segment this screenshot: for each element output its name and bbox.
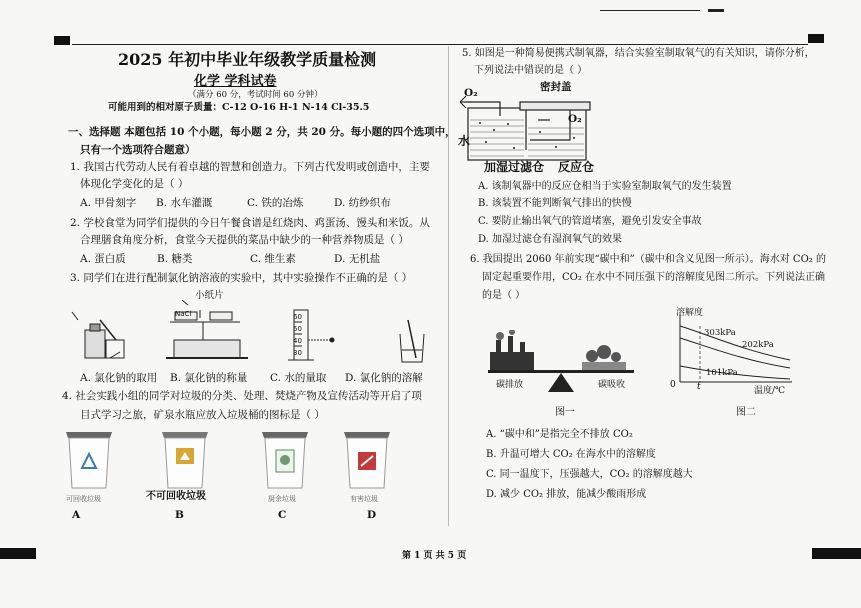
q3-option-d[interactable]: D. 氯化钠的溶解 bbox=[345, 372, 423, 384]
registration-mark-top-right bbox=[808, 34, 824, 43]
q3-option-a[interactable]: A. 氯化钠的取用 bbox=[80, 372, 158, 384]
bin-d-label: 有害垃圾 bbox=[350, 495, 378, 503]
q6-stem-line-1: 6. 我国提出 2060 年前实现“碳中和”（碳中和含义见图一所示）。海水对 CO₂ 的 bbox=[470, 254, 826, 265]
bin-d-hazardous-icon bbox=[344, 432, 390, 488]
factory-icon bbox=[490, 330, 534, 370]
q2-option-b[interactable]: B. 糖类 bbox=[157, 253, 193, 265]
q3-apparatus-illustration bbox=[70, 300, 440, 370]
top-rule bbox=[72, 44, 808, 45]
q3-stem: 3. 同学们在进行配制氯化钠溶液的实验中，其中实验操作不正确的是（ ） bbox=[70, 272, 413, 284]
q5-label-reaction-chamber: 反应仓 bbox=[558, 160, 595, 174]
fig2-t-label: t bbox=[697, 382, 701, 392]
q5-option-d[interactable]: D. 加湿过滤仓有湿润氧气的效果 bbox=[478, 234, 623, 245]
fig2-x-label: 温度/℃ bbox=[754, 386, 786, 396]
q4-option-a[interactable]: A bbox=[72, 509, 81, 521]
bin-a-recyclable-icon bbox=[66, 432, 112, 488]
fig2-caption: 图二 bbox=[736, 407, 756, 418]
trees-icon bbox=[582, 345, 626, 370]
q1-option-c[interactable]: C. 铁的冶炼 bbox=[247, 197, 304, 209]
bin-c-label: 厨余垃圾 bbox=[268, 495, 296, 503]
top-right-line-1 bbox=[600, 10, 700, 11]
fig2-y-label: 溶解度 bbox=[676, 308, 704, 318]
q5-stem-line-1: 5. 如图是一种简易便携式制氧器，结合实验室制取氧气的有关知识，请你分析， bbox=[462, 48, 815, 59]
q6-option-a[interactable]: A. “碳中和”是指完全不排放 CO₂ bbox=[486, 429, 633, 440]
q6-stem-line-3: 的是（ ） bbox=[482, 290, 526, 301]
series-303kpa-label: 303kPa bbox=[704, 328, 736, 338]
q4-option-b[interactable]: B bbox=[175, 509, 184, 521]
bin-b-non-recyclable-icon bbox=[162, 432, 208, 488]
q2-stem-line-2: 合理膳食角度分析，食堂今天提供的菜品中缺少的一种营养物质是（ ） bbox=[80, 234, 409, 246]
q3-option-c[interactable]: C. 水的量取 bbox=[270, 372, 327, 384]
page-number: 第 1 页 共 5 页 bbox=[402, 551, 467, 561]
q6-option-b[interactable]: B. 升温可增大 CO₂ 在海水中的溶解度 bbox=[486, 449, 656, 460]
exam-title: 2025 年初中毕业年级教学质量检测 bbox=[118, 50, 377, 69]
q5-label-filter-chamber: 加湿过滤仓 bbox=[484, 160, 545, 174]
q3-option-b[interactable]: B. 氯化钠的称量 bbox=[170, 372, 248, 384]
q1-stem-line-2: 体现化学变化的是（ ） bbox=[80, 178, 189, 190]
q5-option-b[interactable]: B. 该装置不能判断氧气排出的快慢 bbox=[478, 198, 632, 209]
fig2-origin-label: 0 bbox=[670, 380, 676, 390]
q3-cylinder-tick-40: 40 bbox=[293, 337, 302, 345]
q1-stem-line-1: 1. 我国古代劳动人民有着卓越的智慧和创造力。下列古代发明或创造中，主要 bbox=[70, 161, 430, 173]
q5-option-c[interactable]: C. 要防止输出氧气的管道堵塞，避免引发安全事故 bbox=[478, 216, 702, 227]
q6-option-d[interactable]: D. 减少 CO₂ 排放，能减少酸雨形成 bbox=[486, 489, 647, 500]
q3-cylinder-tick-50: 50 bbox=[293, 325, 302, 333]
q4-stem-line-2: 目式学习之旅，矿泉水瓶应放入垃圾桶的图标是（ ） bbox=[80, 409, 325, 421]
registration-mark-bottom-right bbox=[812, 548, 861, 559]
q5-label-o2-outlet: O₂ bbox=[464, 87, 478, 99]
q5-label-water: 水 bbox=[458, 134, 471, 148]
bin-a-label: 可回收垃圾 bbox=[66, 495, 101, 503]
q5-label-o2-inner: O₂ bbox=[568, 113, 582, 125]
q6-stem-line-2: 固定起重要作用，CO₂ 在水中不同压强下的溶解度见图二所示。下列说法正确 bbox=[482, 272, 826, 283]
q3-beaker-icon bbox=[400, 320, 424, 362]
q5-stem-line-2: 下列说法中错误的是（ ） bbox=[474, 65, 588, 76]
q1-option-b[interactable]: B. 水车灌溉 bbox=[156, 197, 213, 209]
atomic-masses: 可能用到的相对原子质量：C-12 O-16 H-1 N-14 Cl-35.5 bbox=[108, 102, 370, 113]
q4-stem-line-1: 4. 社会实践小组的同学对垃圾的分类、处理、焚烧产物及宣传活动等开启了项 bbox=[62, 390, 422, 402]
q3-cylinder-tick-60: 60 bbox=[293, 313, 302, 321]
q2-option-c[interactable]: C. 维生素 bbox=[250, 253, 296, 265]
fig1-right-label: 碳吸收 bbox=[598, 380, 626, 390]
fig1-left-label: 碳排放 bbox=[496, 380, 524, 390]
q2-stem-line-1: 2. 学校食堂为同学们提供的今日午餐食谱是红烧肉、鸡蛋汤、馒头和米饭。从 bbox=[70, 217, 430, 229]
registration-mark-bottom-left bbox=[0, 548, 36, 559]
q1-option-a[interactable]: A. 甲骨刻字 bbox=[80, 197, 137, 209]
bin-c-kitchen-waste-icon bbox=[262, 432, 308, 488]
fig1-caption: 图一 bbox=[555, 407, 575, 418]
top-right-line-2 bbox=[708, 9, 724, 12]
series-202kpa-label: 202kPa bbox=[742, 340, 774, 350]
q5-label-seal: 密封盖 bbox=[540, 81, 572, 93]
q4-option-d[interactable]: D bbox=[367, 509, 377, 521]
q4-option-c[interactable]: C bbox=[278, 509, 287, 521]
section-intro-line-2: 只有一个选项符合题意） bbox=[80, 144, 196, 156]
subject-title: 化学 学科试卷 bbox=[194, 74, 277, 89]
q5-option-a[interactable]: A. 该制氧器中的反应仓相当于实验室制取氧气的发生装置 bbox=[478, 181, 732, 192]
q6-option-c[interactable]: C. 同一温度下，压强越大，CO₂ 的溶解度越大 bbox=[486, 469, 693, 480]
q3-cylinder-tick-30: 30 bbox=[293, 349, 302, 357]
q4-bins-illustration bbox=[62, 430, 392, 492]
q1-option-d[interactable]: D. 纺纱织布 bbox=[334, 197, 391, 209]
q2-option-d[interactable]: D. 无机盐 bbox=[334, 253, 381, 265]
q3-reagent-bottle-icon bbox=[72, 312, 124, 358]
column-divider bbox=[448, 46, 449, 526]
section-intro-line-1: 一、选择题 本题包括 10 个小题，每小题 2 分，共 20 分。每小题的四个选项中， bbox=[68, 126, 456, 138]
bin-b-label: 不可回收垃圾 bbox=[146, 491, 206, 502]
q3-nacl-label: NaCl bbox=[175, 310, 192, 318]
q3-balance-icon bbox=[166, 300, 248, 358]
q2-option-a[interactable]: A. 蛋白质 bbox=[80, 253, 126, 265]
registration-mark-top-left bbox=[54, 36, 70, 45]
q3-paper-label: 小纸片 bbox=[195, 290, 224, 301]
exam-info: （满分 60 分，考试时间 60 分钟） bbox=[188, 90, 323, 100]
series-101kpa-label: 101kPa bbox=[706, 368, 738, 378]
